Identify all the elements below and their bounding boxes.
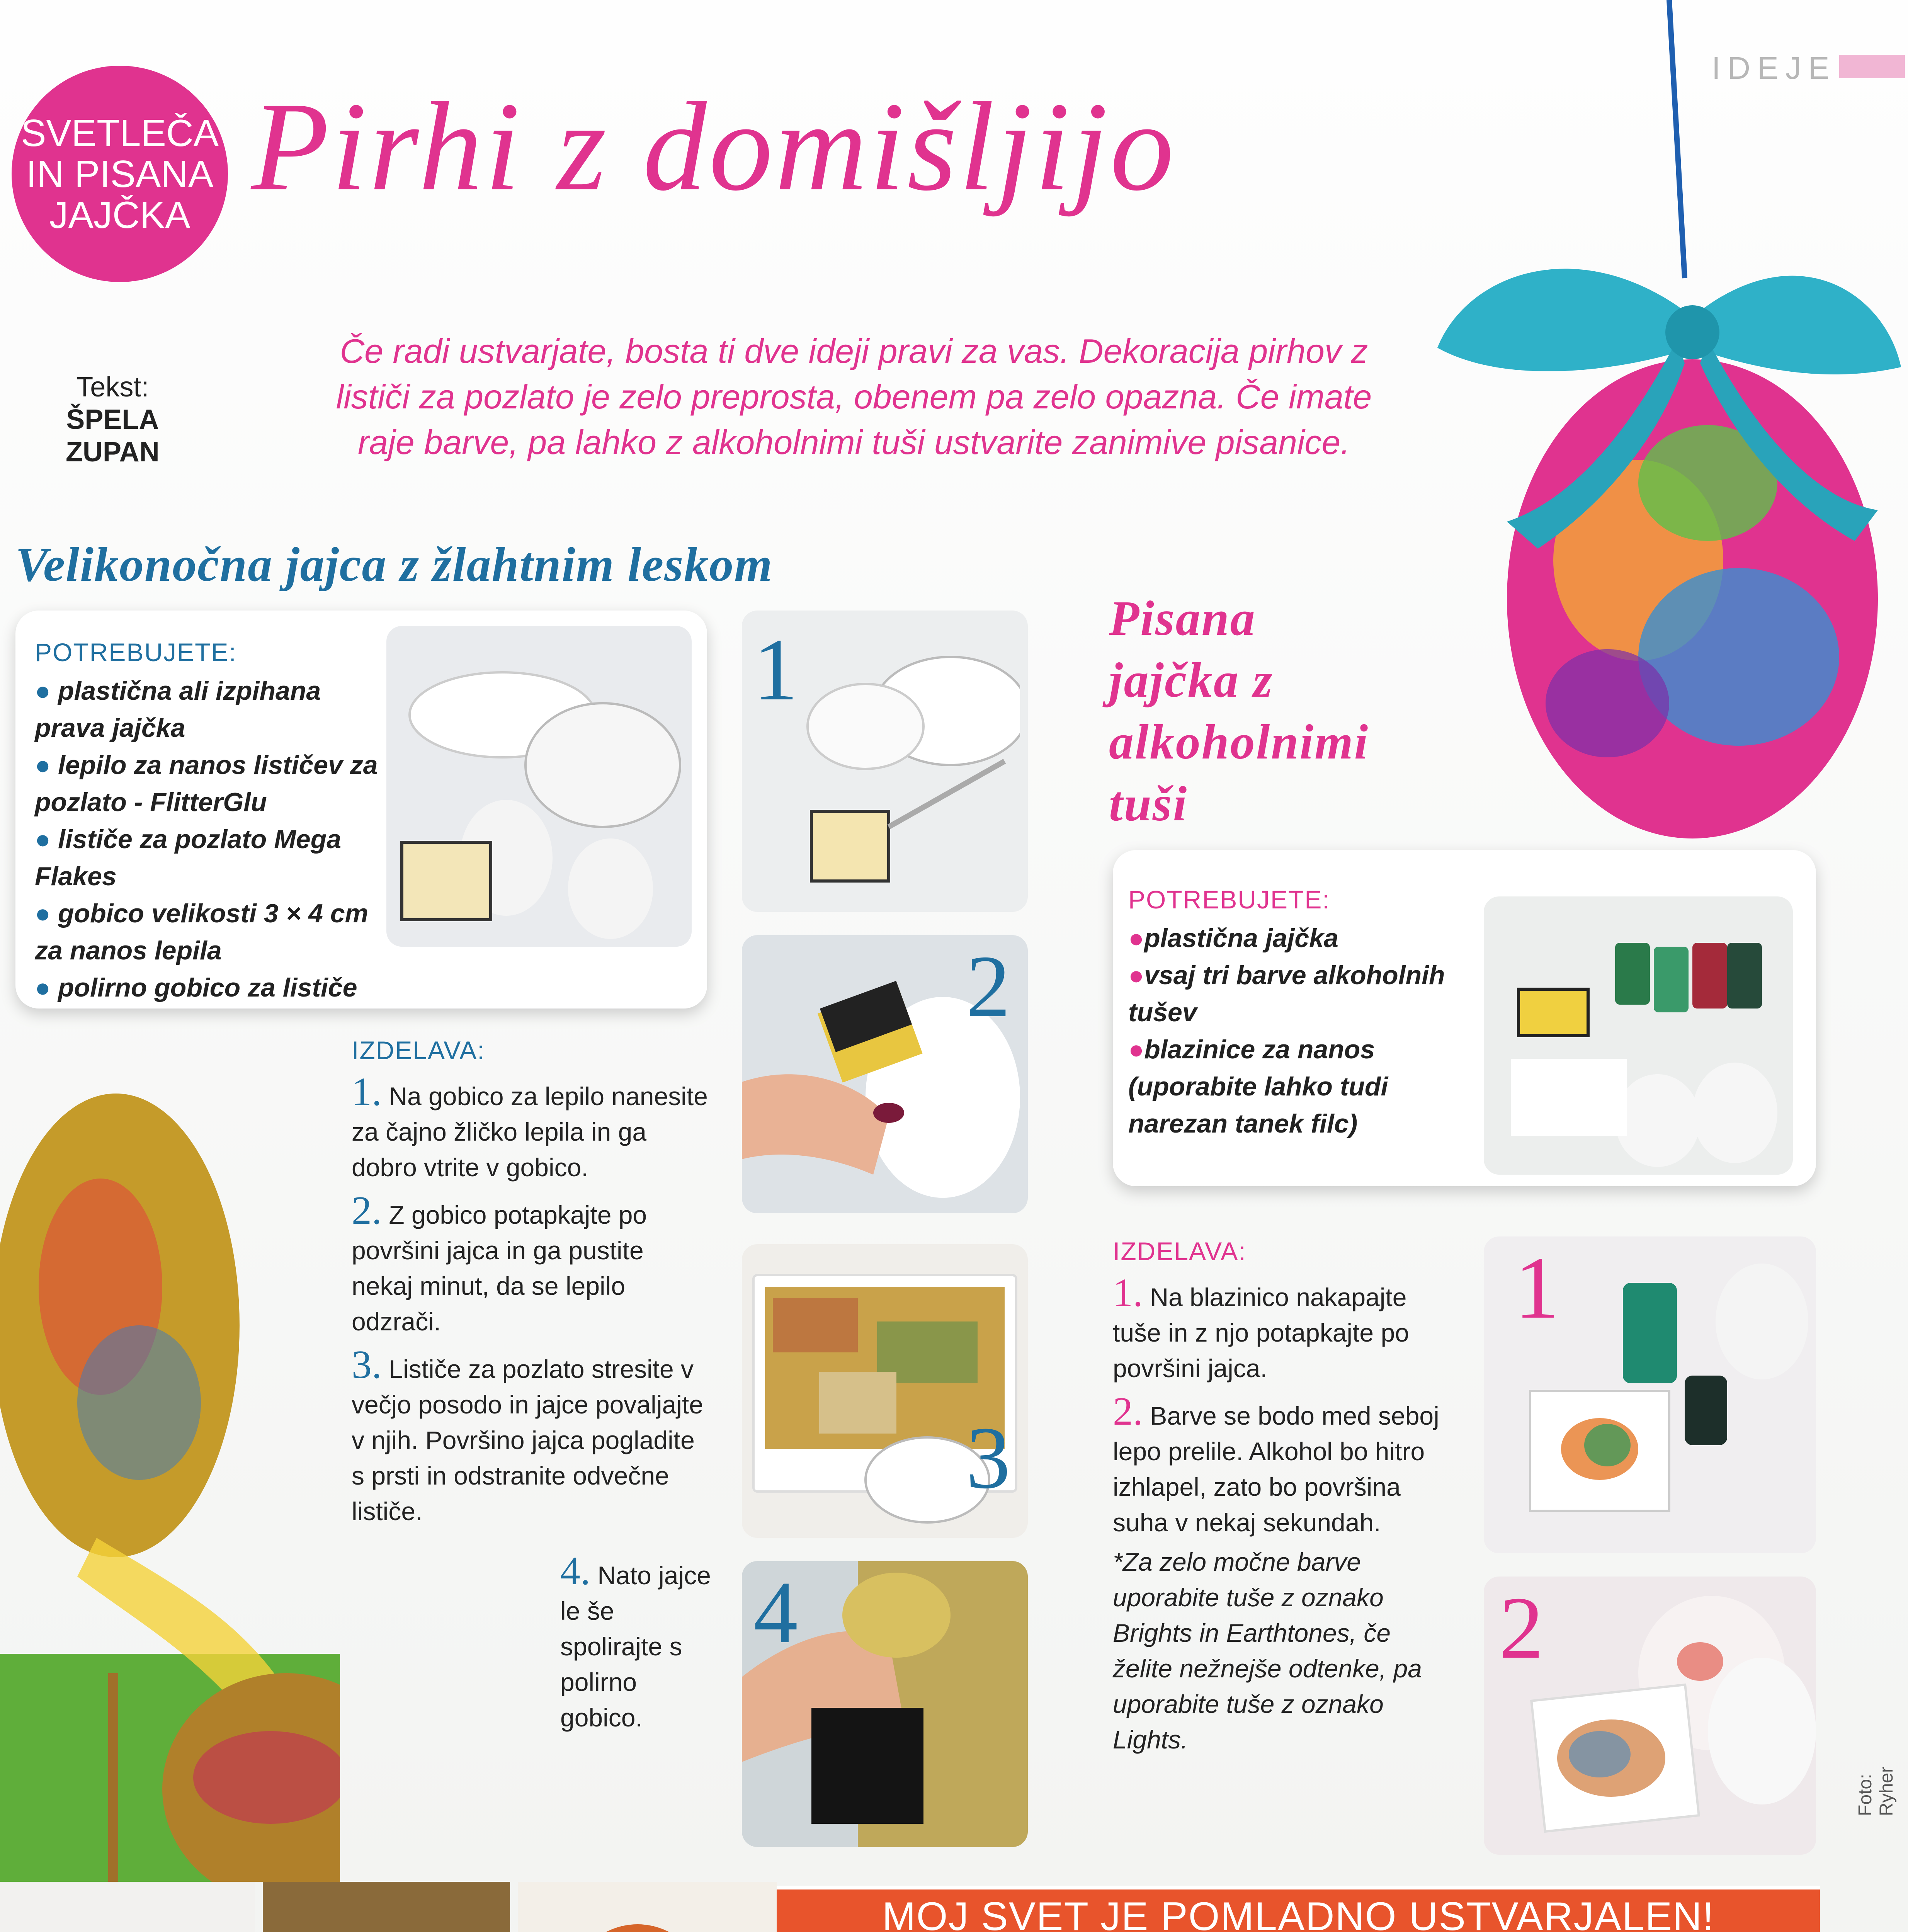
step-photo-3 [742,1244,1028,1538]
needs-list [1128,920,1449,1142]
section-heading-gold-eggs: Velikonočna jajca z žlahtnim leskom [15,538,773,592]
needs-label: POTREBUJETE: [35,638,237,667]
step-item: 2. Z gobico potapkajte po površini jajca in ga pustite nekaj minut, da se lepilo odzrači. [352,1188,647,1336]
needs-label: POTREBUJETE: [1128,885,1330,914]
step-item: 1. Na gobico za lepilo nanesite za čajno žličko lepila in ga dobro vtrite v gobico. [352,1070,708,1182]
lead-paragraph [294,328,1414,465]
list-item: ● plastična ali izpihana prava jajčka [35,676,321,743]
promo-headline: MOJ SVET JE POMLADNO USTVARJALEN! [777,1889,1820,1932]
lead-line: Če radi ustvarjate, bosta ti dve ideji pravi za vas. Dekoracija pirhov z [340,332,1368,370]
step-number: 3 [966,1408,1010,1507]
girl-bracelets-photo [0,1882,255,1932]
make-label: IZDELAVA: [352,1036,485,1065]
list-item: ● gobico velikosti 3 × 4 cm za nanos lepila [35,899,369,965]
girl-drawing-photo [518,1882,777,1932]
step-number: 4 [753,1563,798,1662]
ink-step-photo-1 [1484,1236,1816,1553]
section-label: IDEJE [1712,51,1837,86]
needs-list [35,672,383,1006]
tip-note: *Za zelo močne barve uporabite tuše z oznako Brights in Earthtones, če želite nežnejše odtenke, pa uporabite tuše z oznako Lights. [1113,1548,1422,1754]
photo-credit: Foto: Ryher [1855,1766,1897,1816]
nest-eggs-photo [263,1882,510,1932]
steps-right [1113,1270,1445,1757]
step-item: 2. Barve se bodo med seboj lepo prelile. Alkohol bo hitro izhlapel, zato bo površina suha v nekaj sekundah. [1113,1389,1439,1537]
step-number: 1 [753,620,798,719]
step-photo-1 [742,611,1028,912]
make-label: IZDELAVA: [1113,1237,1246,1265]
topic-badge [12,66,228,282]
materials-photo [386,626,692,947]
list-item: ●plastična jajčka [1128,923,1338,953]
section-heading-ink-eggs [1109,587,1369,835]
lead-line: raje barve, pa lahko z alkoholnimi tuši ustvarite zanimive pisanice. [358,423,1350,461]
step-number: 2 [966,937,1010,1036]
needs-card-left [15,611,707,1009]
badge-line: JAJČKA [49,194,190,236]
page-title: Pirhi z domišljijo [251,76,1176,217]
heading-line: alkoholnimi [1109,714,1369,769]
list-item: ●vsaj tri barve alkoholnih tušev [1128,961,1445,1027]
step-photo-4 [742,1561,1028,1847]
step-item: 1. Na blazinico nakapajte tuše in z njo potapkajte po površini jajca. [1113,1270,1409,1383]
step-item: 4. Nato jajce le še spolirajte s polirno gobico. [560,1549,711,1732]
hanging-egg-photo [1391,0,1905,850]
steps-left [352,1070,711,1537]
list-item: ●blazinice za nanos (uporabite lahko tudi narezan tanek filc) [1128,1035,1388,1138]
step-number: 1 [1515,1238,1559,1337]
list-item: ● lepilo za nanos lističev za pozlato - FlitterGlu [35,750,378,817]
step-photo-2 [742,935,1028,1213]
list-item: ● polirno gobico za lističe [35,973,357,1002]
lead-line: lističi za pozlato je zelo preprosta, obenem pa zelo opazna. Če imate [336,378,1372,416]
author-credit [66,371,160,468]
heading-line: tuši [1109,776,1188,831]
heading-line: jajčka z [1109,653,1274,707]
author-name: ŠPELA [66,404,159,435]
badge-line: SVETLEČA [21,112,219,154]
badge-line: IN PISANA [26,153,214,195]
needs-card-right [1113,850,1816,1186]
gold-eggs-photo [0,1016,340,1882]
step-item: 3. Lističe za pozlato stresite v večjo posodo in jajce povaljajte v njih. Površino jajca pogladite s prsti in odstranite odvečne lističe. [352,1342,703,1526]
list-item: ● lističe za pozlato Mega Flakes [35,825,342,891]
step-number: 2 [1499,1578,1544,1677]
author-surname: ZUPAN [66,437,160,468]
heading-line: Pisana [1109,591,1256,646]
decorated-egg-photo [1507,1909,1824,1932]
author-label: Tekst: [76,372,149,403]
ink-materials-photo [1484,896,1793,1175]
ink-step-photo-2 [1484,1577,1816,1855]
